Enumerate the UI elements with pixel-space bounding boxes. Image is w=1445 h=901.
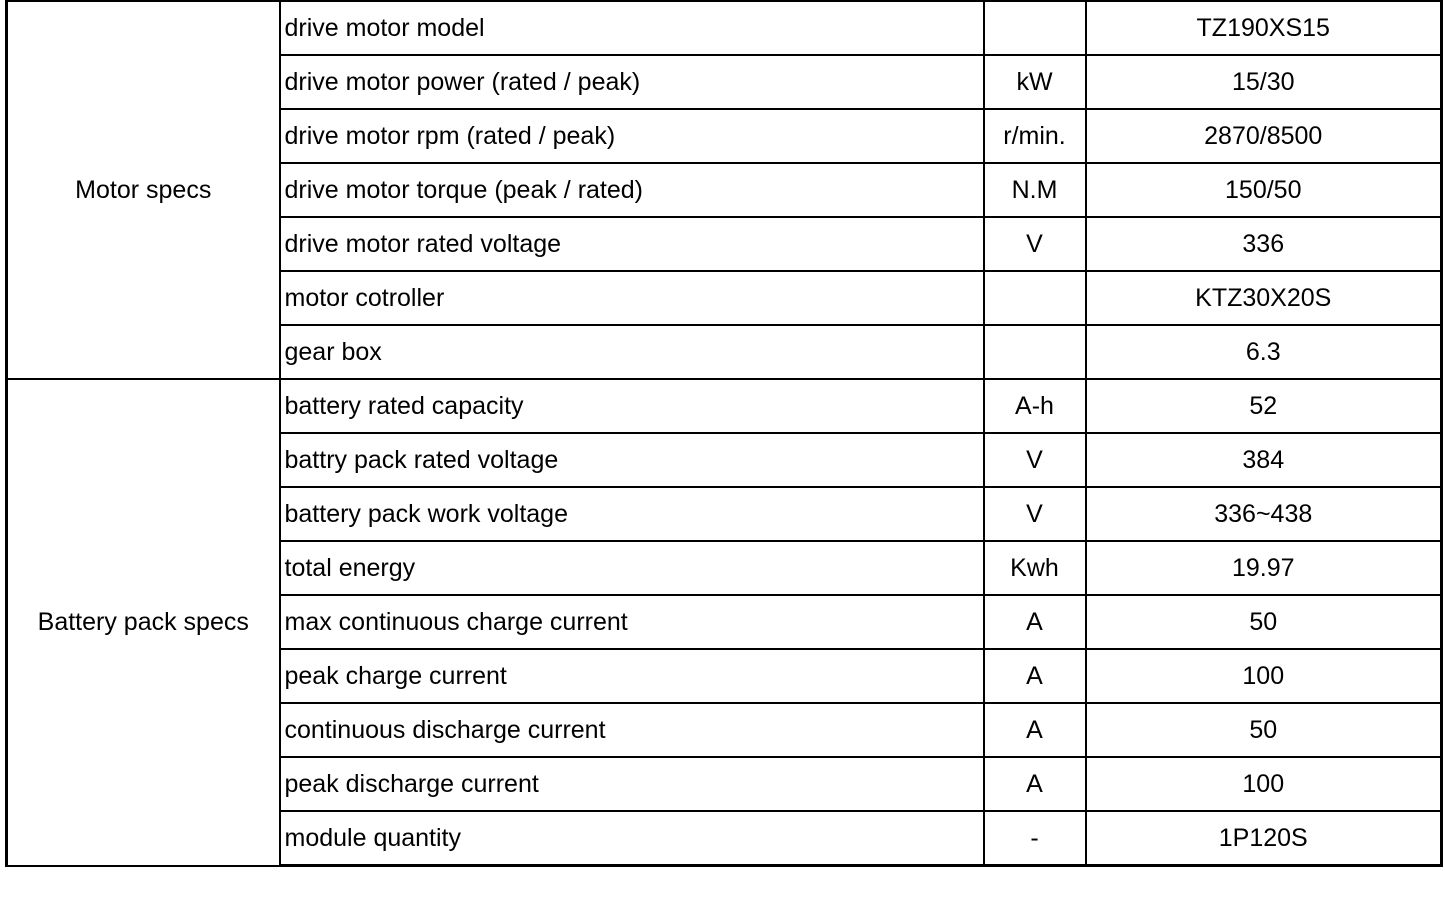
unit-cell [984, 325, 1086, 379]
spec-table [5, 0, 1443, 867]
unit-cell: V [984, 487, 1086, 541]
param-cell: drive motor rpm (rated / peak) [280, 109, 984, 163]
param-cell: gear box [280, 325, 984, 379]
param-cell: peak charge current [280, 649, 984, 703]
unit-cell: A-h [984, 379, 1086, 433]
param-cell: total energy [280, 541, 984, 595]
param-cell: battery rated capacity [280, 379, 984, 433]
value-cell: 19.97 [1086, 541, 1442, 595]
unit-cell: A [984, 703, 1086, 757]
value-cell: 1P120S [1086, 811, 1442, 866]
param-cell: drive motor power (rated / peak) [280, 55, 984, 109]
unit-cell: A [984, 649, 1086, 703]
unit-cell: Kwh [984, 541, 1086, 595]
table-row [7, 1, 1442, 55]
value-cell: 384 [1086, 433, 1442, 487]
value-cell: 52 [1086, 379, 1442, 433]
unit-cell: V [984, 217, 1086, 271]
param-cell: peak discharge current [280, 757, 984, 811]
unit-cell: V [984, 433, 1086, 487]
param-cell: drive motor rated voltage [280, 217, 984, 271]
param-cell: battery pack work voltage [280, 487, 984, 541]
value-cell: 2870/8500 [1086, 109, 1442, 163]
param-cell: max continuous charge current [280, 595, 984, 649]
value-cell: 336 [1086, 217, 1442, 271]
spec-table-body [7, 1, 1442, 866]
param-cell: module quantity [280, 811, 984, 866]
param-cell: motor cotroller [280, 271, 984, 325]
group-label-motor-specs: Motor specs [7, 1, 280, 379]
table-row [7, 379, 1442, 433]
unit-cell [984, 1, 1086, 55]
value-cell: 50 [1086, 703, 1442, 757]
value-cell: 100 [1086, 757, 1442, 811]
value-cell: 336~438 [1086, 487, 1442, 541]
value-cell: 50 [1086, 595, 1442, 649]
param-cell: drive motor model [280, 1, 984, 55]
unit-cell: A [984, 595, 1086, 649]
param-cell: battry pack rated voltage [280, 433, 984, 487]
value-cell: 150/50 [1086, 163, 1442, 217]
value-cell: TZ190XS15 [1086, 1, 1442, 55]
unit-cell: N.M [984, 163, 1086, 217]
value-cell: 100 [1086, 649, 1442, 703]
param-cell: drive motor torque (peak / rated) [280, 163, 984, 217]
unit-cell: A [984, 757, 1086, 811]
value-cell: 6.3 [1086, 325, 1442, 379]
unit-cell: kW [984, 55, 1086, 109]
unit-cell: r/min. [984, 109, 1086, 163]
value-cell: 15/30 [1086, 55, 1442, 109]
unit-cell [984, 271, 1086, 325]
param-cell: continuous discharge current [280, 703, 984, 757]
value-cell: KTZ30X20S [1086, 271, 1442, 325]
unit-cell: - [984, 811, 1086, 866]
group-label-battery-pack-specs: Battery pack specs [7, 379, 280, 866]
